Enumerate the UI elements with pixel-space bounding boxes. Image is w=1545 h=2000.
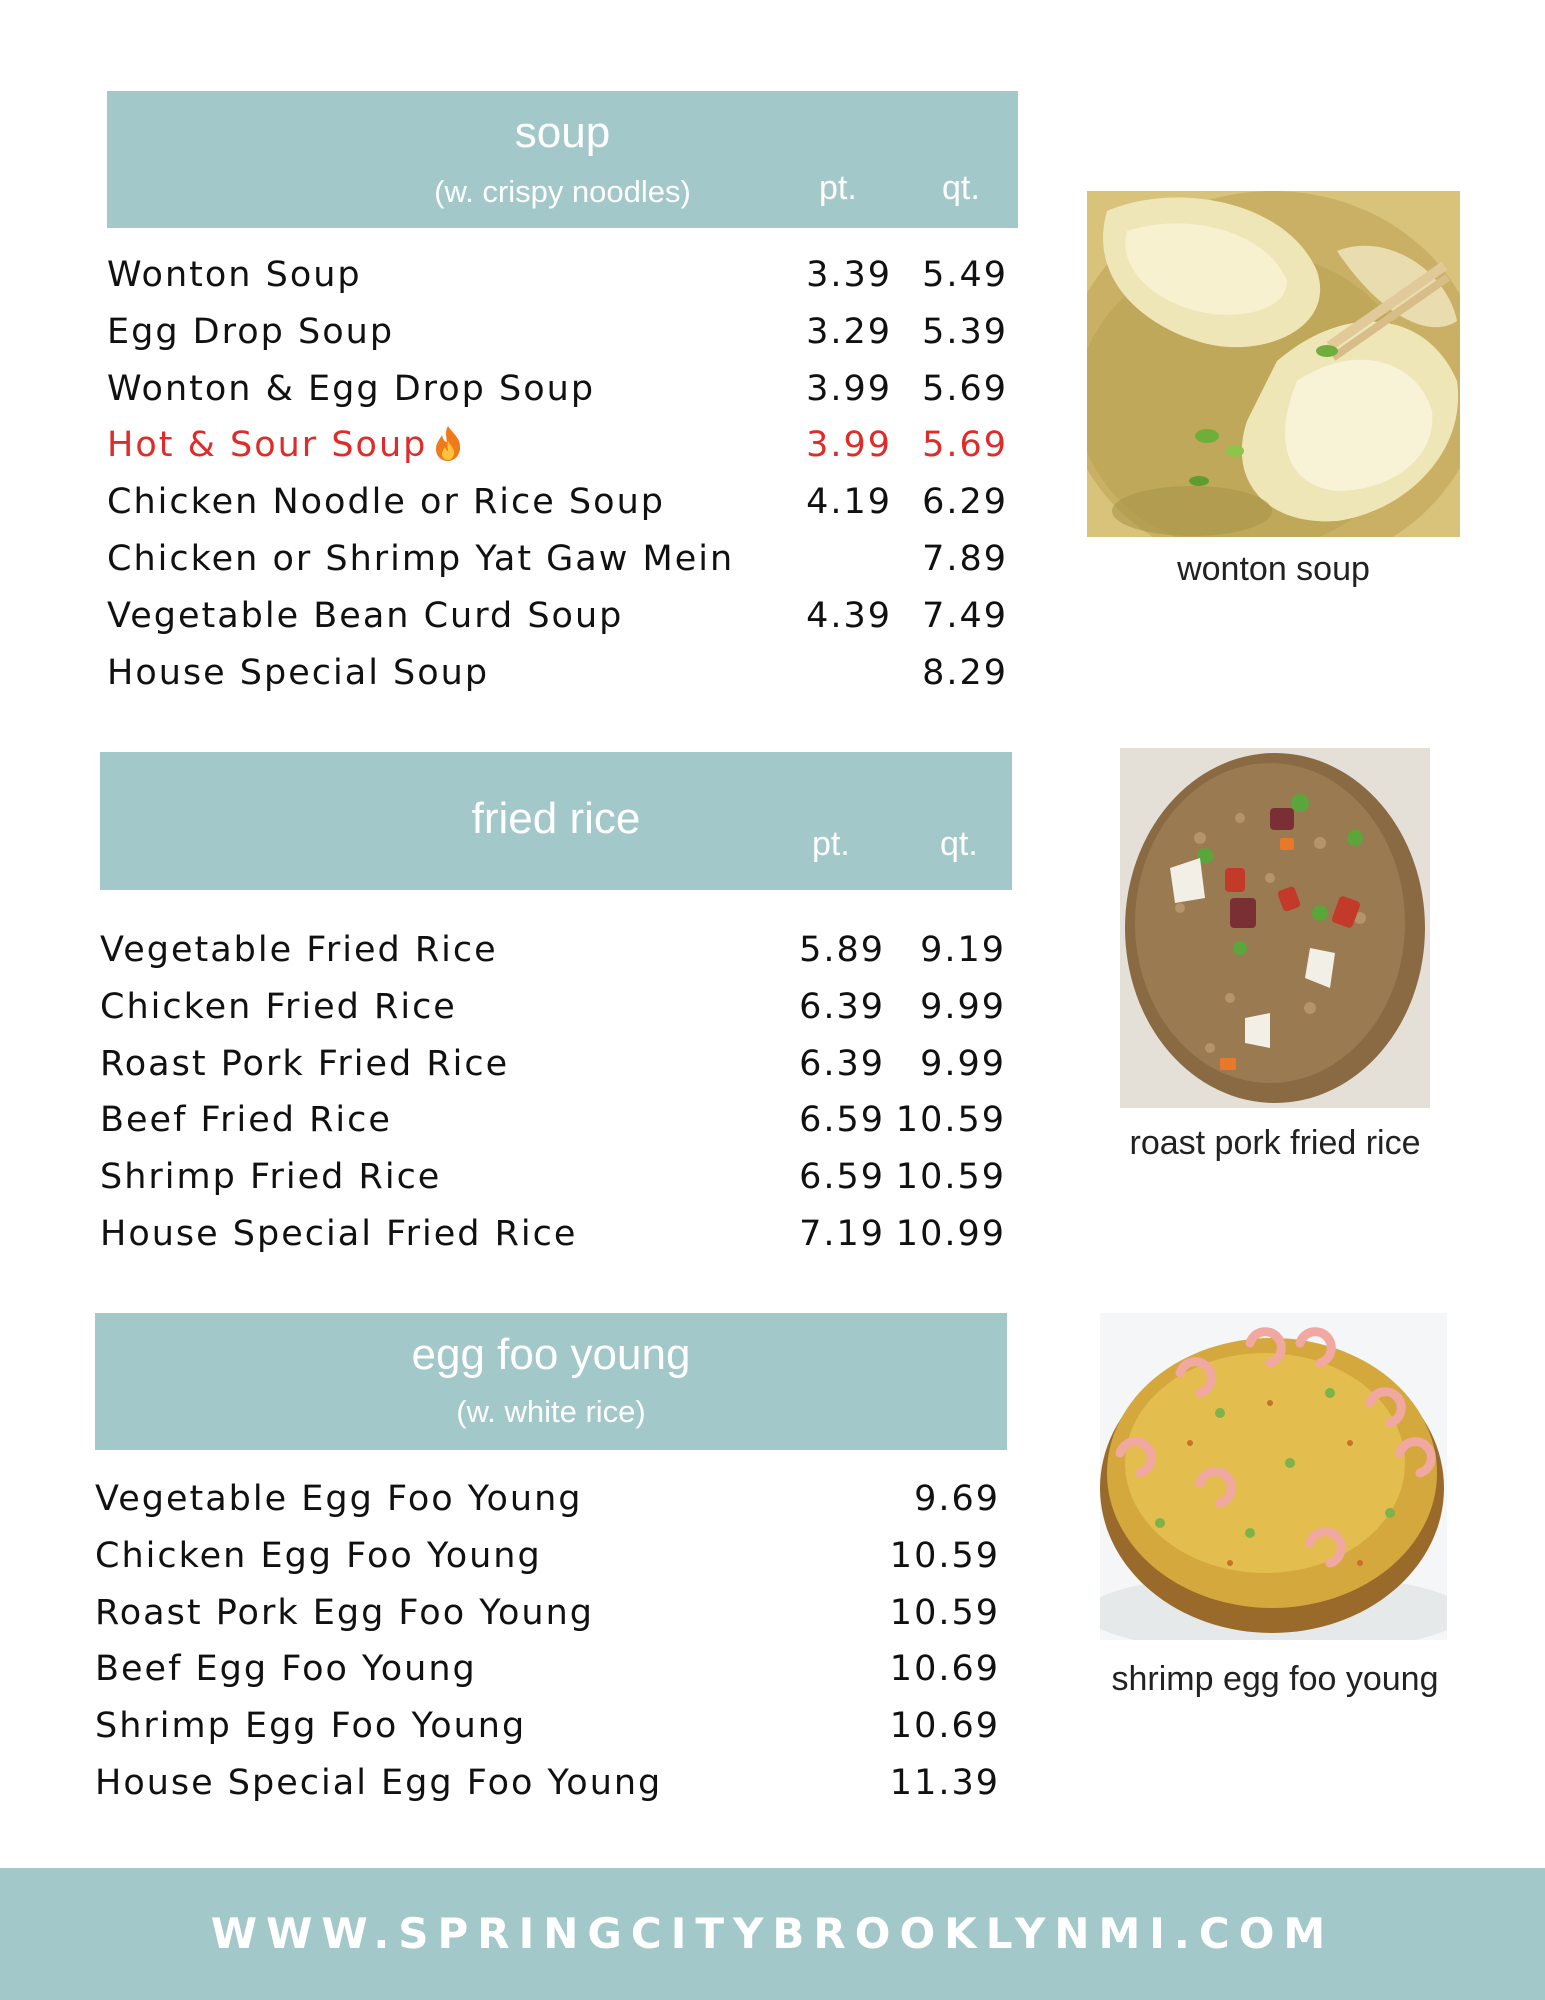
menu-item [95, 1755, 1007, 1812]
footer-website [0, 1868, 1545, 2000]
item-price-pt: 3.99 [806, 369, 892, 409]
menu-item [100, 1092, 1012, 1149]
item-price: 10.59 [889, 1536, 1000, 1576]
item-name: Chicken Fried Rice [100, 987, 457, 1027]
menu-item [100, 1149, 1012, 1206]
item-name: Chicken Egg Foo Young [95, 1536, 542, 1576]
menu-item [100, 922, 1012, 979]
item-price-qt: 9.99 [920, 987, 1006, 1027]
item-name: Egg Drop Soup [107, 312, 395, 352]
item-name: Beef Egg Foo Young [95, 1649, 477, 1689]
menu-item [107, 531, 1018, 588]
fried-rice-title: fried rice [471, 794, 641, 843]
item-price-qt: 10.59 [895, 1157, 1006, 1197]
fried-rice-header [100, 752, 1012, 890]
item-price-qt: 7.89 [922, 539, 1008, 579]
item-price-pt: 6.39 [799, 1044, 885, 1084]
wonton-soup-caption: wonton soup [1177, 550, 1370, 588]
item-price-pt: 4.39 [806, 596, 892, 636]
flame-icon [433, 423, 463, 461]
menu-item [107, 474, 1018, 531]
item-price-qt: 5.39 [922, 312, 1008, 352]
item-price: 9.69 [914, 1479, 1000, 1519]
item-price-qt: 5.69 [922, 369, 1008, 409]
item-name: Roast Pork Fried Rice [100, 1044, 510, 1084]
soup-subtitle: (w. crispy noodles) [434, 174, 691, 209]
item-name: Vegetable Fried Rice [100, 930, 498, 970]
fried-rice-col-pt: pt. [812, 825, 850, 863]
menu-item-spicy [107, 417, 1018, 474]
menu-item [107, 304, 1018, 361]
menu-item [100, 1206, 1012, 1263]
item-name: Shrimp Fried Rice [100, 1157, 442, 1197]
egg-foo-young-subtitle: (w. white rice) [456, 1394, 646, 1429]
wonton-soup-photo [1087, 191, 1460, 537]
item-price-qt: 10.59 [895, 1100, 1006, 1140]
item-name: Roast Pork Egg Foo Young [95, 1593, 594, 1633]
item-name: House Special Fried Rice [100, 1214, 578, 1254]
egg-foo-young-caption: shrimp egg foo young [1111, 1660, 1439, 1698]
item-name: Shrimp Egg Foo Young [95, 1706, 527, 1746]
item-price: 10.69 [889, 1649, 1000, 1689]
item-price-qt: 5.49 [922, 255, 1008, 295]
item-name: Chicken or Shrimp Yat Gaw Mein [107, 539, 735, 579]
item-name: Chicken Noodle or Rice Soup [107, 482, 665, 522]
item-price: 11.39 [889, 1763, 1000, 1803]
menu-item [100, 979, 1012, 1036]
item-name: House Special Soup [107, 653, 490, 693]
item-price-qt: 6.29 [922, 482, 1008, 522]
item-price-qt: 9.19 [920, 930, 1006, 970]
menu-item [95, 1528, 1007, 1585]
menu-item [107, 645, 1018, 702]
website-link[interactable]: WWW.SPRINGCITYBROOKLYNMI.COM [210, 1909, 1335, 1958]
menu-item [107, 247, 1018, 304]
item-name: Vegetable Bean Curd Soup [107, 596, 624, 636]
menu-item [95, 1471, 1007, 1528]
item-price-qt: 7.49 [922, 596, 1008, 636]
egg-foo-young-list [95, 1471, 1007, 1816]
menu-item [100, 1036, 1012, 1093]
item-price-pt: 3.39 [806, 255, 892, 295]
item-name: Beef Fried Rice [100, 1100, 392, 1140]
soup-header [107, 91, 1018, 228]
item-name-text: Hot & Sour Soup [107, 425, 428, 465]
item-price-pt: 4.19 [806, 482, 892, 522]
item-name: Wonton & Egg Drop Soup [107, 369, 596, 409]
item-price-pt: 7.19 [799, 1214, 885, 1254]
item-price-qt: 10.99 [895, 1214, 1006, 1254]
item-price: 10.59 [889, 1593, 1000, 1633]
item-price: 10.69 [889, 1706, 1000, 1746]
item-price-pt: 6.59 [799, 1100, 885, 1140]
item-price-pt: 6.39 [799, 987, 885, 1027]
menu-item [95, 1698, 1007, 1755]
item-price-pt: 5.89 [799, 930, 885, 970]
item-price-qt: 5.69 [922, 425, 1008, 465]
egg-foo-young-photo [1100, 1313, 1447, 1640]
item-price-qt: 8.29 [922, 653, 1008, 693]
fried-rice-col-qt: qt. [940, 825, 978, 863]
item-name: Wonton Soup [107, 255, 362, 295]
menu-item [107, 361, 1018, 418]
soup-list [107, 247, 1018, 707]
item-price-pt: 3.29 [806, 312, 892, 352]
item-price-pt: 6.59 [799, 1157, 885, 1197]
menu-item [95, 1641, 1007, 1698]
fried-rice-photo [1120, 748, 1430, 1108]
soup-col-qt: qt. [942, 169, 980, 207]
item-price-qt: 9.99 [920, 1044, 1006, 1084]
item-name [107, 417, 463, 474]
egg-foo-young-title: egg foo young [411, 1330, 691, 1379]
item-price-pt: 3.99 [806, 425, 892, 465]
egg-foo-young-header [95, 1313, 1007, 1450]
menu-item [95, 1585, 1007, 1642]
item-name: Vegetable Egg Foo Young [95, 1479, 583, 1519]
soup-col-pt: pt. [819, 169, 857, 207]
fried-rice-caption: roast pork fried rice [1129, 1124, 1421, 1162]
soup-title: soup [514, 108, 611, 157]
item-name: House Special Egg Foo Young [95, 1763, 663, 1803]
fried-rice-list [100, 922, 1012, 1267]
menu-item [107, 588, 1018, 645]
